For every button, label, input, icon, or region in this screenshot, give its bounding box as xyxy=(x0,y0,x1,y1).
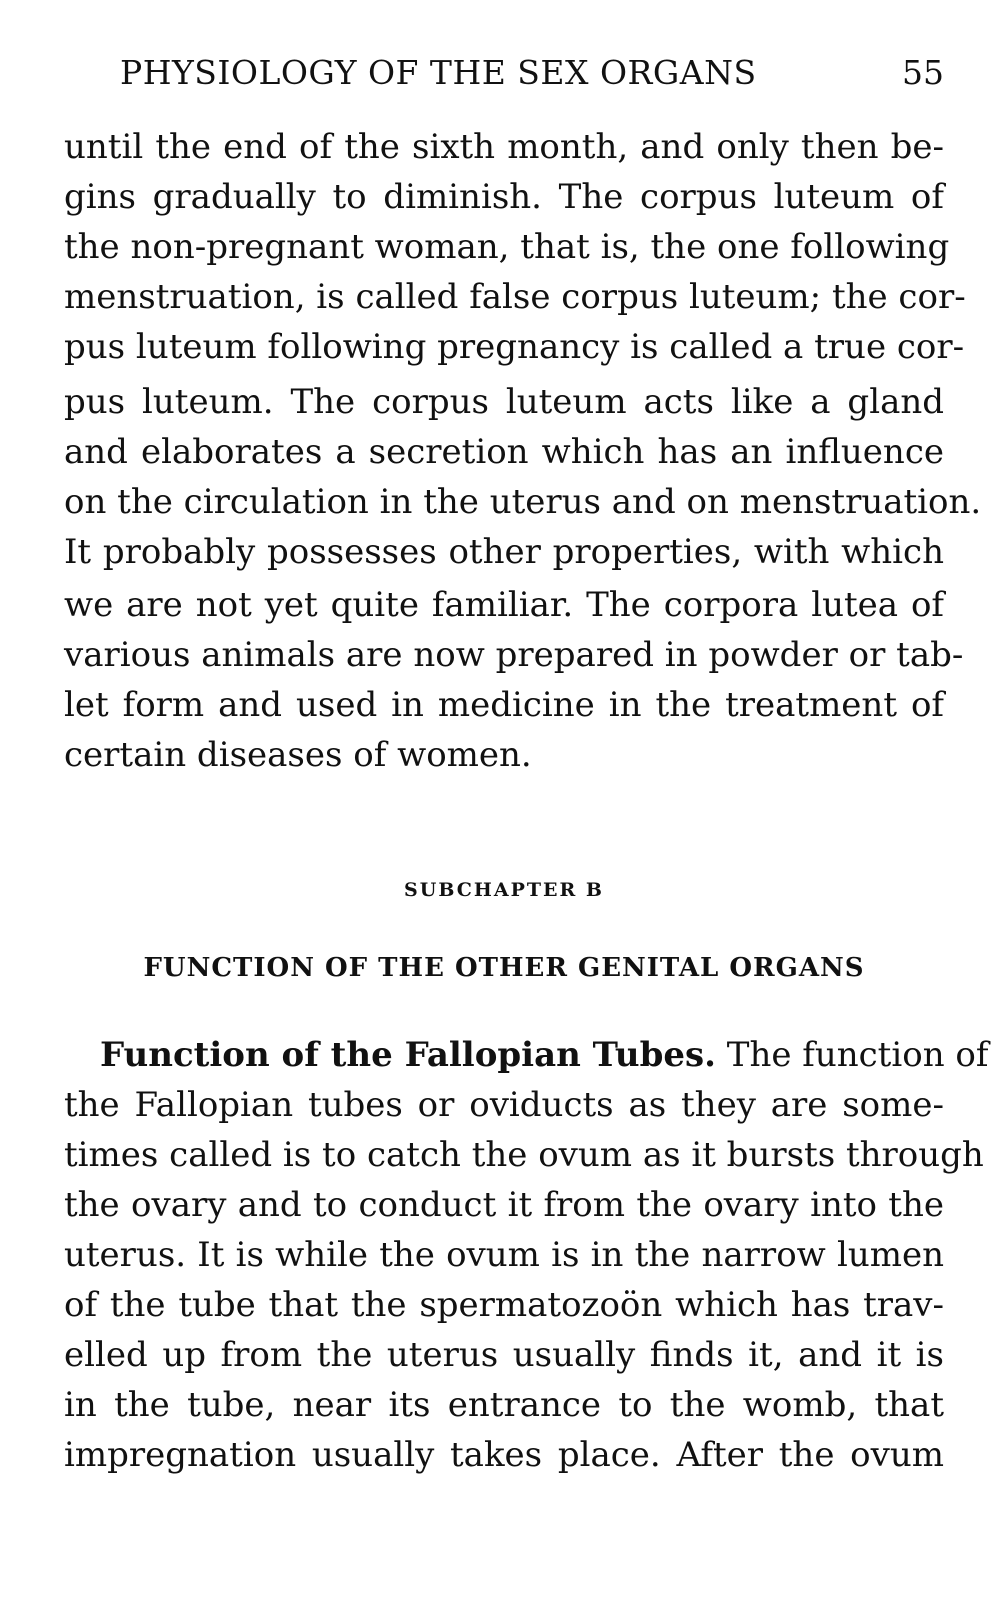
text-line: the ovary and to conduct it from the ovary into the xyxy=(64,1185,944,1225)
text-line: certain diseases of women. xyxy=(64,735,532,775)
text-line: elled up from the uterus usually finds it, and it is xyxy=(64,1335,944,1375)
text-line: in the tube, near its entrance to the womb, that xyxy=(64,1385,944,1425)
run-in-continuation: The function of xyxy=(715,1035,989,1075)
text-line: of the tube that the spermatozoön which has trav- xyxy=(64,1285,944,1325)
text-line: times called is to catch the ovum as it bursts through xyxy=(64,1135,984,1175)
subchapter-label: SUBCHAPTER B xyxy=(404,879,604,901)
text-line: let form and used in medicine in the treatment of xyxy=(64,685,944,725)
running-head xyxy=(64,52,944,94)
text-line: It probably possesses other properties, with which xyxy=(64,532,944,572)
run-in-heading: Function of the Fallopian Tubes. xyxy=(100,1035,716,1075)
text-line: pus luteum following pregnancy is called a true cor- xyxy=(64,327,965,367)
text-line: until the end of the sixth month, and only then be- xyxy=(64,127,944,167)
text-line: the non-pregnant woman, that is, the one following xyxy=(64,227,950,267)
text-line: on the circulation in the uterus and on menstruation. xyxy=(64,482,982,522)
text-line: pus luteum. The corpus luteum acts like a gland xyxy=(64,382,944,422)
text-line: impregnation usually takes place. After the ovum xyxy=(64,1435,944,1475)
text-line: various animals are now prepared in powder or tab- xyxy=(64,635,964,675)
running-title: PHYSIOLOGY OF THE SEX ORGANS xyxy=(120,53,757,92)
text-line xyxy=(64,1030,989,1080)
text-line: we are not yet quite familiar. The corpora lutea of xyxy=(64,585,944,625)
text-line: the Fallopian tubes or oviducts as they are some- xyxy=(64,1085,944,1125)
section-title: FUNCTION OF THE OTHER GENITAL ORGANS xyxy=(143,953,865,983)
text-line: gins gradually to diminish. The corpus luteum of xyxy=(64,177,944,217)
page-number: 55 xyxy=(902,53,944,92)
text-line: menstruation, is called false corpus luteum; the cor- xyxy=(64,277,966,317)
text-line: uterus. It is while the ovum is in the narrow lumen xyxy=(64,1235,944,1275)
book-page xyxy=(64,0,989,1613)
text-line: and elaborates a secretion which has an influence xyxy=(64,432,944,472)
